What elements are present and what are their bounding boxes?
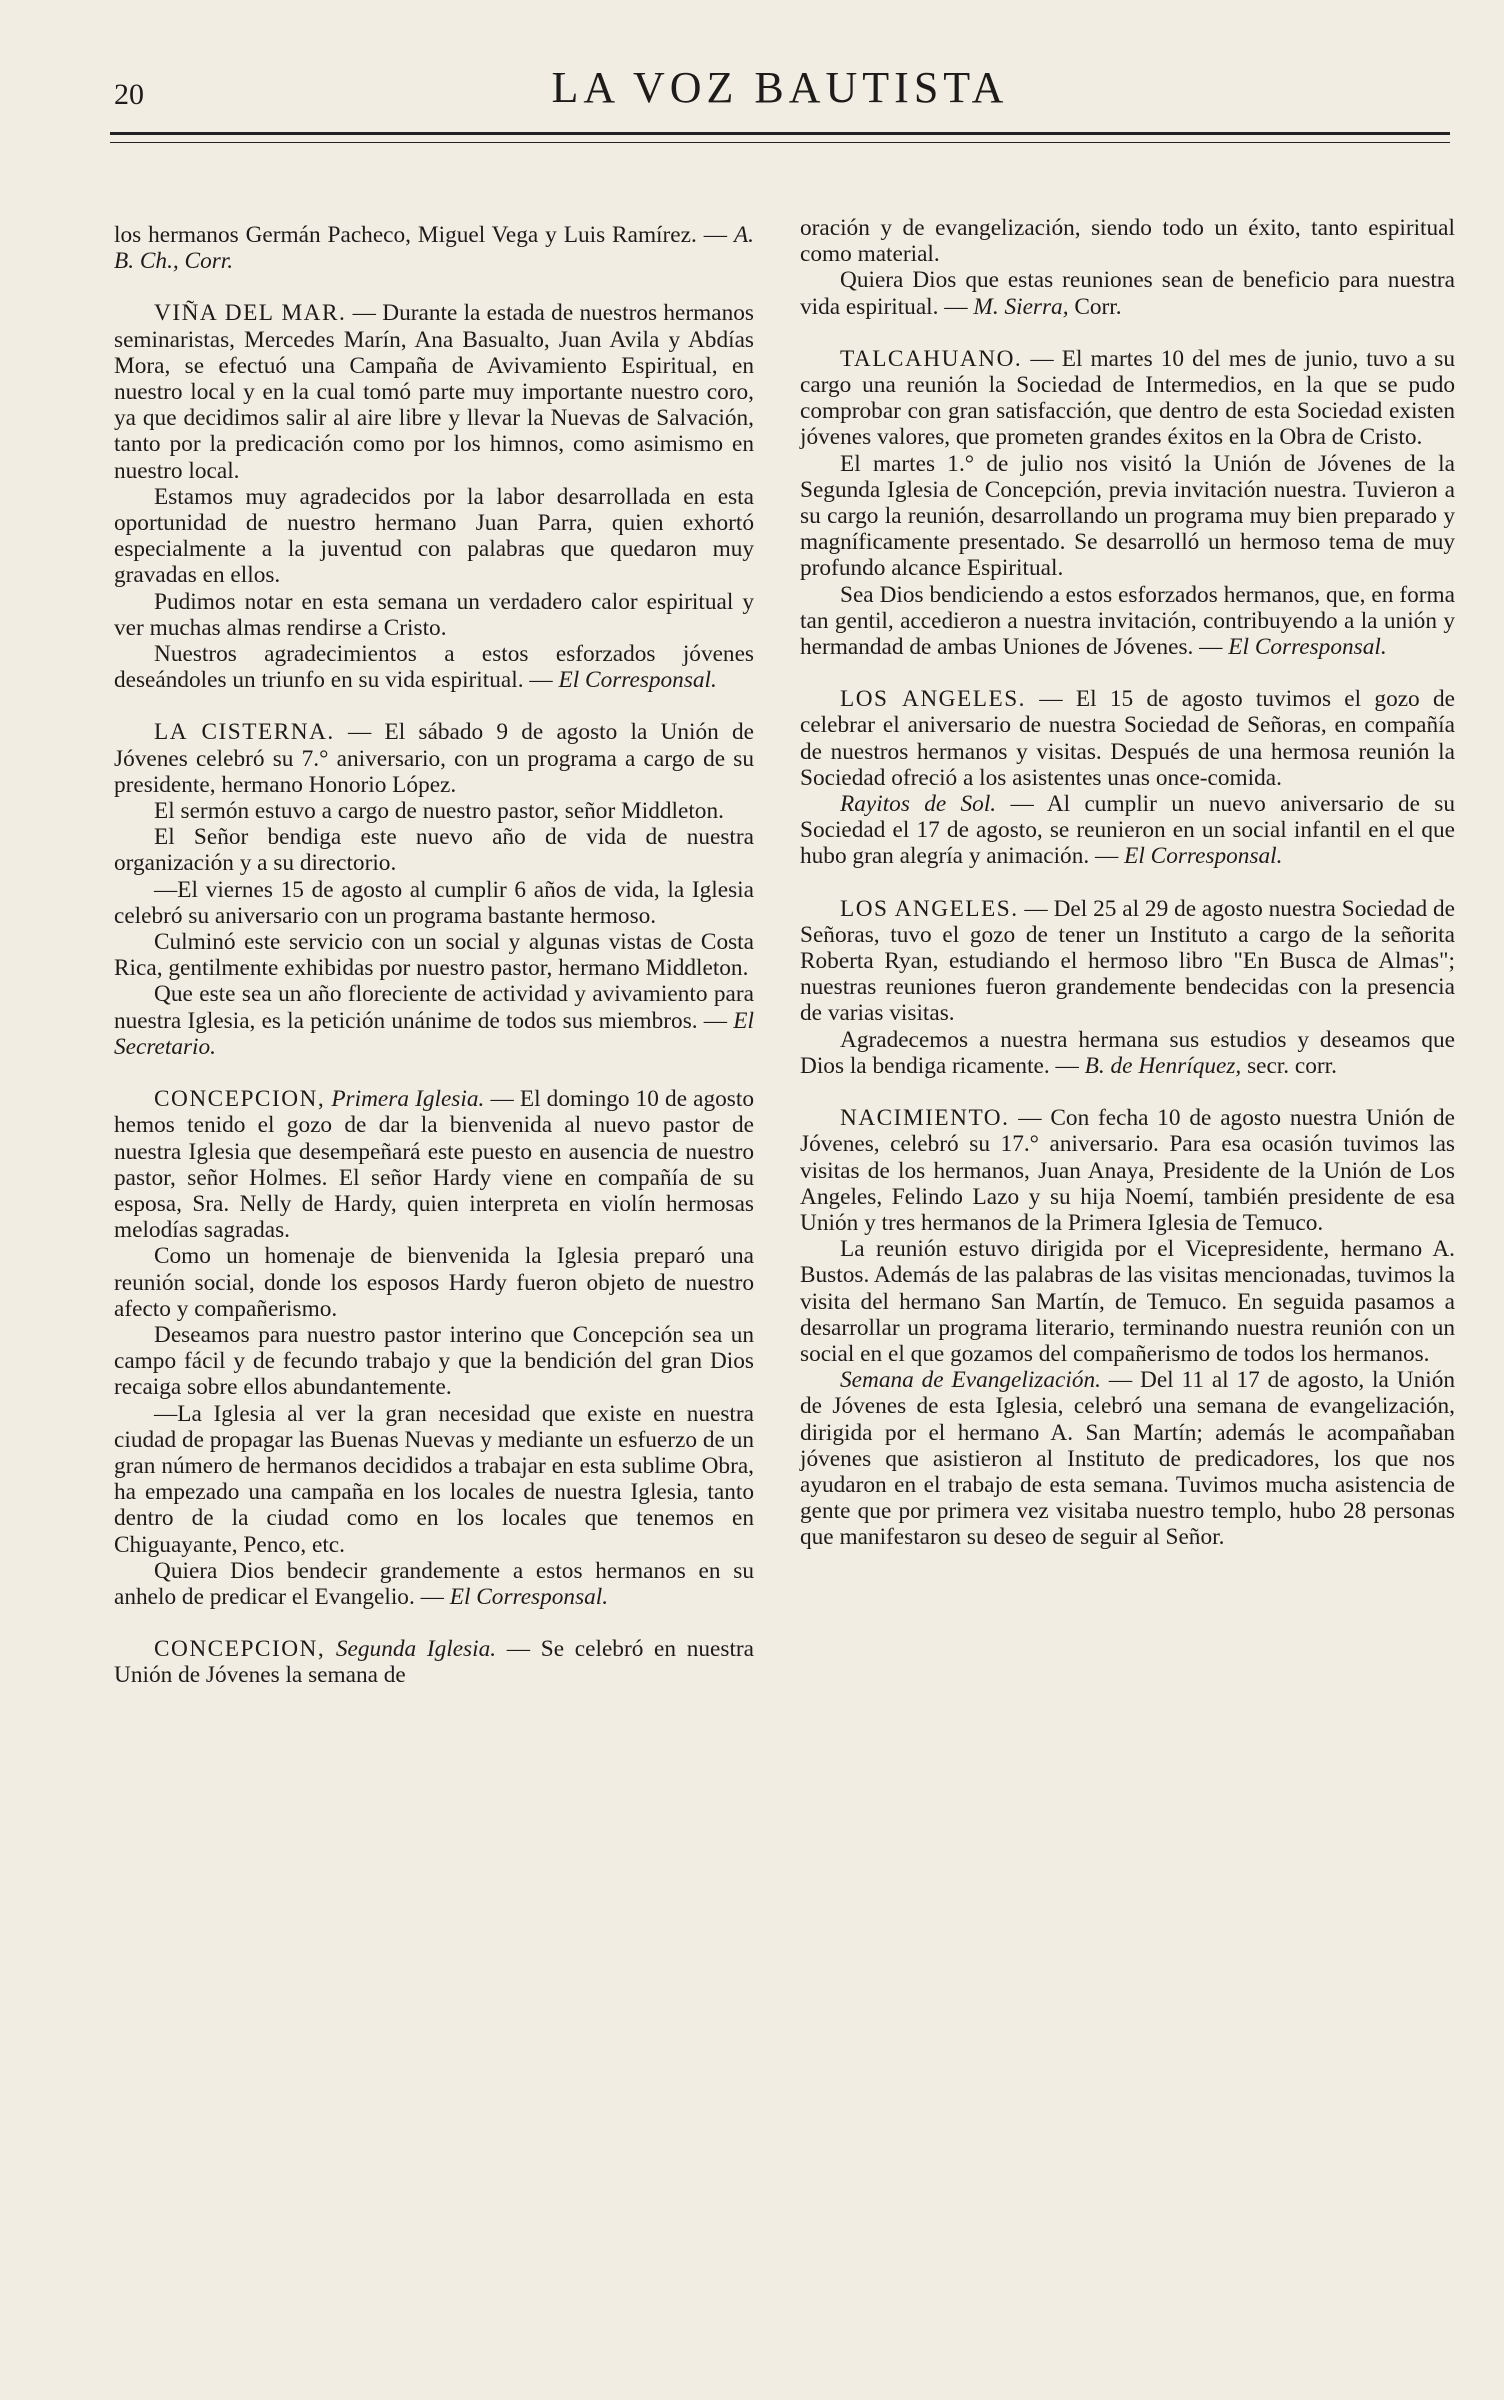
paragraph xyxy=(114,1322,754,1401)
section-title: CONCEPCION, xyxy=(154,1086,326,1113)
paragraph-text: Quiera Dios bendecir grandemente a estos hermanos en su anhelo de predicar el Evangelio. — xyxy=(114,1557,754,1610)
paragraph-text: Quiera Dios que estas reuniones sean de beneficio para nuestra vida espiritual. — xyxy=(800,267,1455,320)
paragraph-text: — Con fecha 10 de agosto nuestra Unión de Jóvenes, celebró su 17.° aniversario. Para esa ocasión tuvimos las visitas de los hermanos, Juan Anaya, Presidente de la Unión de Los Angeles, Felindo Lazo y su hija Noemí, también presidente de esa Unión y tres hermanos de la Primera Iglesia de Temuco. xyxy=(800,1105,1455,1236)
paragraph xyxy=(114,798,754,824)
section-title: LA CISTERNA. xyxy=(154,719,335,746)
paragraph xyxy=(114,824,754,876)
paragraph xyxy=(800,1236,1455,1367)
paragraph xyxy=(114,1558,754,1610)
signature: El Secretario. xyxy=(114,1007,754,1060)
section-title: LOS ANGELES. xyxy=(840,686,1026,713)
signature: El Corresponsal. xyxy=(1228,634,1387,661)
paragraph xyxy=(800,791,1455,870)
paragraph-lead: Semana de Evangelización. xyxy=(840,1367,1101,1394)
paragraph-text: —El viernes 15 de agosto al cumplir 6 años de vida, la Iglesia celebró su aniversario con un programa bastante hermoso. xyxy=(114,876,754,929)
news-item-los-angeles xyxy=(800,896,1455,1079)
signature: B. de Henríquez, xyxy=(1084,1052,1242,1079)
magazine-title: LA VOZ BAUTISTA xyxy=(551,63,1009,112)
section-title: LOS ANGELES. xyxy=(840,895,1019,922)
paragraph-text: Agradecemos a nuestra hermana sus estudios y deseamos que Dios la bendiga ricamente. — xyxy=(800,1026,1455,1079)
paragraph xyxy=(800,896,1455,1027)
signature: A. B. Ch., Corr. xyxy=(114,222,754,275)
paragraph-text: Sea Dios bendiciendo a estos esforzados hermanos, que, en forma tan gentil, accedieron a nuestra invitación, contribuyendo a la unión y hermandad de ambas Uniones de Jóvenes. — xyxy=(800,581,1455,661)
paragraph-text: El Señor bendiga este nuevo año de vida de nuestra organización y a su directorio. xyxy=(114,824,754,877)
news-item-la-cisterna xyxy=(114,719,754,1060)
paragraph xyxy=(114,1636,754,1688)
paragraph xyxy=(114,719,754,798)
paragraph xyxy=(114,981,754,1060)
paragraph xyxy=(114,484,754,589)
paragraph-text: El sermón estuvo a cargo de nuestro pastor, señor Middleton. xyxy=(154,798,724,825)
paragraph xyxy=(800,267,1455,319)
paragraph xyxy=(800,346,1455,451)
paragraph-text: oración y de evangelización, siendo todo un éxito, tanto espiritual como material. xyxy=(800,215,1455,268)
paragraph-text: — El sábado 9 de agosto la Unión de Jóvenes celebró su 7.° aniversario, con un programa a cargo de su presidente, hermano Honorio López. xyxy=(114,719,754,798)
signature: El Corresponsal. xyxy=(449,1583,609,1610)
paragraph-text: — Del 11 al 17 de agosto, la Unión de Jóvenes de esta Iglesia, celebró una semana de evangelización, dirigida por el hermano A. San Martín; además le acompañaban jóvenes que asistieron al Instituto de predicadores, los que nos ayudaron en el trabajo de esta semana. Tuvimos mucha asistencia de gente que por primera vez visitaba nuestro templo, hubo 28 personas que manifestaron su deseo de seguir al Señor. xyxy=(800,1367,1455,1551)
paragraph-text: — El martes 10 del mes de junio, tuvo a su cargo una reunión la Sociedad de Intermedios, en la que se pudo comprobar con gran satisfacción, que dentro de esta Sociedad existen jóvenes valores, que prometen grandes éxitos en la Obra de Cristo. xyxy=(800,345,1455,451)
right-column xyxy=(800,215,1455,1577)
paragraph xyxy=(114,1243,754,1322)
paragraph-text: — Durante la estada de nuestros hermanos seminaristas, Mercedes Marín, Ana Basualto, Juan Avila y Abdías Mora, se efectuó una Campaña de Avivamiento Espiritual, en nuestro local y en la cual tomó parte muy importante nuestro coro, ya que decidimos salir al aire libre y llevar la Nuevas de Salvación, tanto por la predicación como por los himnos, como asimismo en nuestro local. xyxy=(114,300,754,484)
paragraph xyxy=(114,877,754,929)
paragraph-text: Pudimos notar en esta semana un verdadero calor espiritual y ver muchas almas rendirse a Cristo. xyxy=(114,588,754,641)
paragraph-text: La reunión estuvo dirigida por el Vicepresidente, hermano A. Bustos. Además de las palabras de las visitas mencionadas, tuvimos la visita del hermano San Martín, de Temuco. En seguida pasamos a desarrollar un programa literario, terminando nuestra reunión con un social en el que gozamos del compañerismo de todos los hermanos. xyxy=(800,1236,1455,1367)
paragraph-text: Culminó este servicio con un social y algunas vistas de Costa Rica, gentilmente exhibidas por nuestro pastor, hermano Middleton. xyxy=(114,929,754,982)
section-title: VIÑA DEL MAR. xyxy=(154,300,347,327)
paragraph-text: — Al cumplir un nuevo aniversario de su Sociedad el 17 de agosto, se reunieron en un social infantil en el que hubo gran alegría y animación. — xyxy=(800,791,1456,870)
signature: M. Sierra, xyxy=(973,293,1069,320)
paragraph xyxy=(114,589,754,641)
news-item-los-angeles xyxy=(800,686,1455,869)
section-title: NACIMIENTO. xyxy=(840,1105,1010,1132)
signature-suffix: secr. corr. xyxy=(1247,1052,1337,1079)
paragraph xyxy=(800,215,1455,267)
paragraph-text: — Del 25 al 29 de agosto nuestra Sociedad de Señoras, tuvo el gozo de tener un Instituto a cargo de la señorita Roberta Ryan, estudiando el hermoso libro "En Busca de Almas"; nuestras reuniones fueron grandemente bendecidas con la presencia de varias visitas. xyxy=(800,895,1456,1027)
paragraph xyxy=(800,1027,1455,1079)
paragraph xyxy=(800,582,1455,661)
paragraph-text: los hermanos Germán Pacheco, Miguel Vega y Luis Ramírez. — xyxy=(114,222,728,248)
paragraph xyxy=(114,1086,754,1243)
news-item-concepcion xyxy=(114,1086,754,1610)
paragraph-lead: Rayitos de Sol. xyxy=(840,791,997,818)
section-subtitle: Segunda Iglesia. xyxy=(335,1636,497,1663)
news-item-continued xyxy=(800,215,1455,320)
signature: El Corresponsal. xyxy=(558,667,717,694)
paragraph-text: —La Iglesia al ver la gran necesidad que existe en nuestra ciudad de propagar las Buenas Nuevas y mediante un esfuerzo de un gran número de hermanos decididos a trabajar en esta sublime Obra, ha empezado una campaña en los locales de nuestra Iglesia, tanto dentro de la ciudad como en los locales que tenemos en Chiguayante, Penco, etc. xyxy=(114,1400,754,1558)
paragraph xyxy=(800,1105,1455,1236)
paragraph-text: — El 15 de agosto tuvimos el gozo de celebrar el aniversario de nuestra Sociedad de Señoras, en compañía de nuestros hermanos y visitas. Después de una hermosa reunión la Sociedad ofreció a los asistentes unas once-comida. xyxy=(800,686,1456,791)
paragraph xyxy=(114,222,754,274)
paragraph xyxy=(800,686,1455,791)
paragraph-text: El martes 1.° de julio nos visitó la Unión de Jóvenes de la Segunda Iglesia de Concepción, previa invitación nuestra. Tuvieron a su cargo la reunión, desarrollando un programa muy bien preparado y magníficamente presentado. Se desarrolló un hermoso tema de muy profundo alcance Espiritual. xyxy=(800,450,1455,582)
paragraph-text: Nuestros agradecimientos a estos esforzados jóvenes deseándoles un triunfo en su vida espiritual. — xyxy=(114,641,754,694)
section-title: CONCEPCION, xyxy=(154,1636,326,1663)
paragraph-text: Estamos muy agradecidos por la labor desarrollada en esta oportunidad de nuestro hermano Juan Parra, quien exhortó especialmente a la juventud con palabras que quedaron muy gravadas en ellos. xyxy=(114,483,754,589)
news-item-vina-del-mar xyxy=(114,300,754,693)
page-number: 20 xyxy=(114,78,144,111)
signature-suffix: Corr. xyxy=(1074,293,1122,320)
paragraph xyxy=(114,1401,754,1558)
news-item-talcahuano xyxy=(800,346,1455,660)
paragraph-text: Deseamos para nuestro pastor interino que Concepción sea un campo fácil y de fecundo trabajo y que la bendición del gran Dios recaiga sobre ellos abundantemente. xyxy=(114,1321,754,1401)
paragraph xyxy=(800,451,1455,582)
left-column xyxy=(114,222,754,1715)
paragraph-text: — Se celebró en nuestra Unión de Jóvenes la semana de xyxy=(114,1636,755,1689)
signature: El Corresponsal. xyxy=(1124,843,1283,870)
section-subtitle: Primera Iglesia. xyxy=(331,1086,485,1113)
news-item-nacimiento xyxy=(800,1105,1455,1550)
paragraph-text: — El domingo 10 de agosto hemos tenido el gozo de dar la bienvenida al nuevo pastor de nuestra Iglesia que desempeñará este puesto en ausencia de nuestro pastor, señor Holmes. El señor Hardy viene en compañía de su esposa, Sra. Nelly de Hardy, quien interpreta en violín hermosas melodías sagradas. xyxy=(114,1086,754,1244)
news-item-continued xyxy=(114,222,754,274)
page-header xyxy=(110,42,1450,132)
paragraph xyxy=(114,641,754,693)
header-rule xyxy=(110,132,1450,135)
section-title: TALCAHUANO. xyxy=(840,345,1023,372)
paragraph-text: Que este sea un año floreciente de actividad y avivamiento para nuestra Iglesia, es la petición unánime de todos sus miembros. — xyxy=(114,981,754,1034)
paragraph xyxy=(114,300,754,483)
paragraph-text: Como un homenaje de bienvenida la Iglesia preparó una reunión social, donde los esposos Hardy fueron objeto de nuestro afecto y compañerismo. xyxy=(114,1243,754,1322)
header-rule-thin xyxy=(110,142,1450,143)
paragraph xyxy=(800,1367,1455,1550)
paragraph xyxy=(114,929,754,981)
news-item-concepcion xyxy=(114,1636,754,1688)
